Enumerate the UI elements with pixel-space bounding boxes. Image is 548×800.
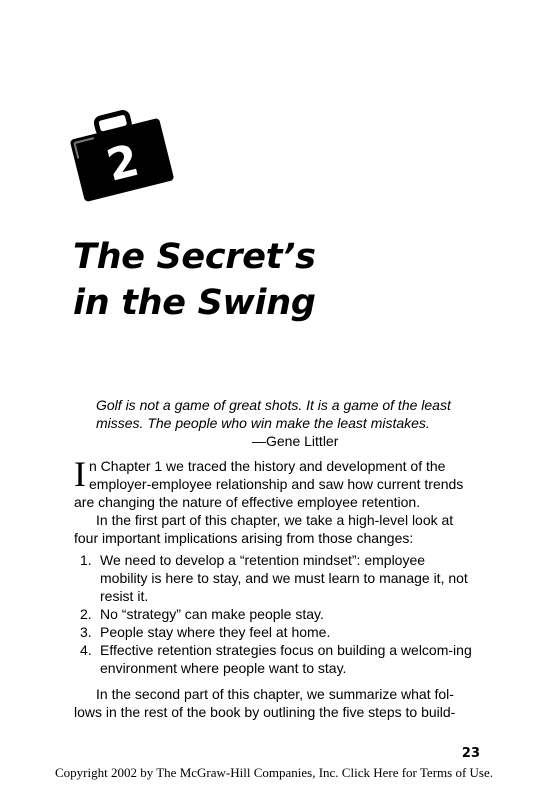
list-text: We need to develop a “retention mindset”: employee mobility is here to stay, and we must learn to manage it, not resist it. bbox=[100, 552, 468, 604]
list-number: 1. bbox=[80, 552, 92, 568]
list-text: People stay where they feel at home. bbox=[100, 624, 331, 640]
body-text bbox=[74, 454, 474, 721]
implications-list bbox=[74, 551, 474, 677]
paragraph-3: In the second part of this chapter, we summarize what fol-lows in the rest of the book by outlining the five steps to build- bbox=[74, 686, 456, 720]
chapter-title-line-1: The Secret’s bbox=[73, 237, 316, 277]
list-number: 4. bbox=[80, 642, 92, 658]
chapter-number: 2 bbox=[101, 134, 144, 192]
paragraph-2: In the first part of this chapter, we take a high-level look at four important implications arising from those changes: bbox=[74, 512, 454, 546]
list-item bbox=[80, 623, 474, 641]
epigraph bbox=[96, 396, 476, 450]
drop-cap: I bbox=[74, 454, 86, 494]
list-number: 3. bbox=[80, 624, 92, 640]
chapter-title bbox=[73, 234, 316, 326]
page-number: 23 bbox=[461, 746, 480, 761]
list-item bbox=[80, 551, 474, 605]
list-item bbox=[80, 641, 474, 677]
chapter-title-line-2: in the Swing bbox=[73, 283, 316, 323]
epigraph-line-1: Golf is not a game of great shots. It is a game of the least bbox=[96, 397, 451, 413]
list-text: Effective retention strategies focus on building a welcom-ing environment where people want to stay. bbox=[100, 642, 472, 676]
paragraph-1 bbox=[74, 454, 474, 511]
epigraph-attribution: —Gene Littler bbox=[252, 433, 339, 449]
epigraph-line-2: misses. The people who win make the least mistakes. bbox=[96, 415, 430, 431]
paragraph-1-text: n Chapter 1 we traced the history and development of the employer-employee relationship and saw how current trends are changing the nature of effective employee retention. bbox=[74, 458, 464, 510]
copyright-link[interactable]: Copyright 2002 by The McGraw-Hill Companies, Inc. Click Here for Terms of Use. bbox=[55, 765, 493, 780]
briefcase-icon bbox=[70, 108, 174, 204]
list-text: No “strategy” can make people stay. bbox=[100, 606, 324, 622]
list-item bbox=[80, 605, 474, 623]
list-number: 2. bbox=[80, 606, 92, 622]
